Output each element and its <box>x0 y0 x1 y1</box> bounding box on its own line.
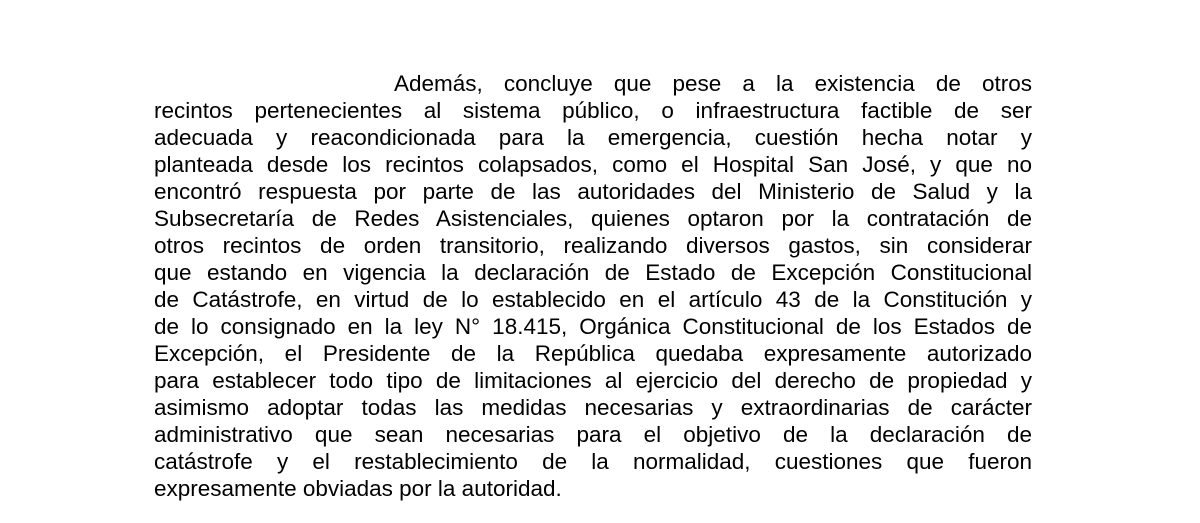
paragraph-line: Además, concluye que pese a la existencia de otros <box>394 71 1032 96</box>
paragraph-line: de lo consignado en la ley N° 18.415, Orgánica Constitucional de los Estados de <box>154 314 1032 339</box>
paragraph-line: expresamente obviadas por la autoridad. <box>154 476 562 501</box>
paragraph-line: otros recintos de orden transitorio, realizando diversos gastos, sin considerar <box>154 233 1032 258</box>
paragraph-line: recintos pertenecientes al sistema público, o infraestructura factible de ser <box>154 98 1032 123</box>
paragraph-line: asimismo adoptar todas las medidas necesarias y extraordinarias de carácter <box>154 395 1032 420</box>
paragraph-line: Excepción, el Presidente de la República quedaba expresamente autorizado <box>154 341 1032 366</box>
paragraph-line: Subsecretaría de Redes Asistenciales, quienes optaron por la contratación de <box>154 206 1032 231</box>
paragraph-line: administrativo que sean necesarias para el objetivo de la declaración de <box>154 422 1032 447</box>
paragraph-line: para establecer todo tipo de limitaciones al ejercicio del derecho de propiedad y <box>154 368 1032 393</box>
body-paragraph <box>154 70 1032 502</box>
paragraph-line: que estando en vigencia la declaración de Estado de Excepción Constitucional <box>154 260 1032 285</box>
paragraph-line: adecuada y reacondicionada para la emergencia, cuestión hecha notar y <box>154 125 1032 150</box>
paragraph-line: encontró respuesta por parte de las autoridades del Ministerio de Salud y la <box>154 179 1032 204</box>
paragraph-line: catástrofe y el restablecimiento de la normalidad, cuestiones que fueron <box>154 449 1032 474</box>
paragraph-line: de Catástrofe, en virtud de lo establecido en el artículo 43 de la Constitución y <box>154 287 1032 312</box>
paragraph-line: planteada desde los recintos colapsados, como el Hospital San José, y que no <box>154 152 1032 177</box>
